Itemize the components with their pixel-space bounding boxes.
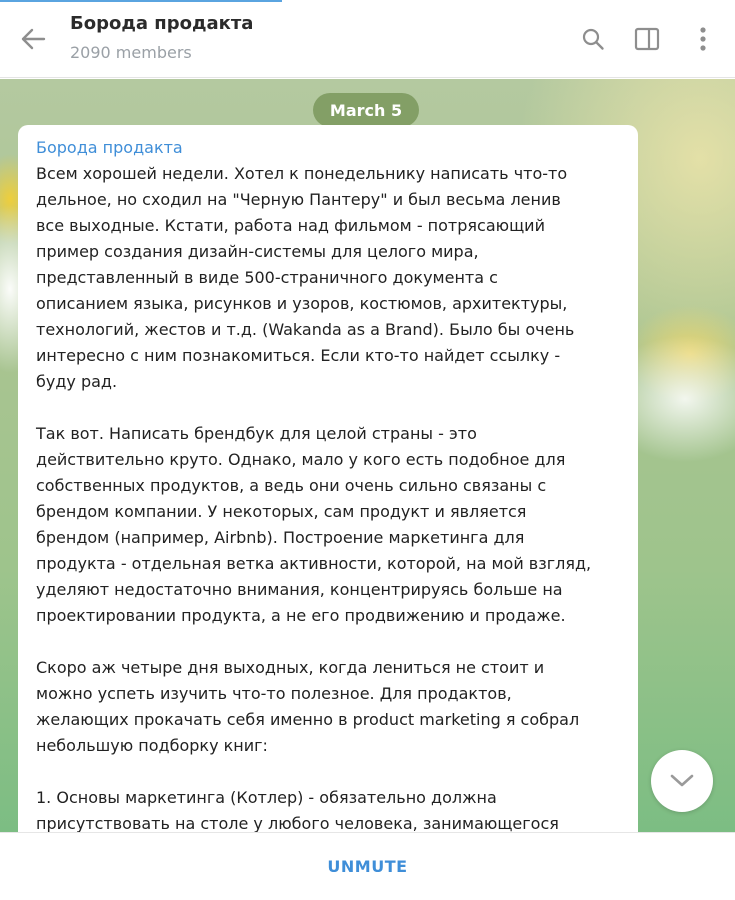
- chat-header: [0, 0, 735, 78]
- sidebar-toggle-icon: [634, 27, 660, 51]
- message-line: действительно круто. Однако, мало у кого есть подобное для: [36, 450, 566, 469]
- paragraph-gap: [36, 629, 624, 655]
- chat-title[interactable]: Борода продакта: [70, 13, 254, 34]
- chat-area[interactable]: [0, 79, 735, 832]
- message-line: продукта - отдельная ветка активности, которой, на мой взгляд,: [36, 554, 592, 573]
- more-vertical-icon: [699, 26, 707, 52]
- message-line: небольшую подборку книг:: [36, 736, 268, 755]
- message-line: пример создания дизайн-системы для целого мира,: [36, 242, 479, 261]
- chevron-down-icon: [669, 773, 695, 789]
- message-line: представленный в виде 500-страничного документа с: [36, 268, 498, 287]
- paragraph-gap: [36, 395, 624, 421]
- more-menu-button[interactable]: [688, 24, 718, 54]
- back-button[interactable]: [16, 22, 50, 56]
- message-line: можно успеть изучить что-то полезное. Для продактов,: [36, 684, 512, 703]
- message-line: брендом компании. У некоторых, сам продукт и является: [36, 502, 527, 521]
- message-line: буду рад.: [36, 372, 118, 391]
- chat-footer: [0, 832, 735, 900]
- search-icon: [581, 27, 605, 51]
- back-arrow-icon: [20, 28, 46, 50]
- message-author[interactable]: Борода продакта: [36, 138, 183, 157]
- search-button[interactable]: [578, 24, 608, 54]
- message-line: 1. Основы маркетинга (Котлер) - обязательно должна: [36, 788, 497, 807]
- message-bubble[interactable]: [18, 125, 638, 832]
- message-line: Всем хорошей недели. Хотел к понедельнику написать что-то: [36, 164, 568, 183]
- paragraph-gap: [36, 759, 624, 785]
- message-line: описанием языка, рисунков и узоров, костюмов, архитектуры,: [36, 294, 568, 313]
- date-separator: March 5: [313, 93, 419, 127]
- message-line: проектировании продукта, а не его продвижению и продаже.: [36, 606, 566, 625]
- message-line: брендом (например, Airbnb). Построение маркетинга для: [36, 528, 525, 547]
- unmute-button[interactable]: UNMUTE: [327, 857, 408, 876]
- message-line: дельное, но сходил на "Черную Пантеру" и был весьма ленив: [36, 190, 561, 209]
- members-count: 2090 members: [70, 43, 192, 62]
- message-line: собственных продуктов, а ведь они очень сильно связаны с: [36, 476, 547, 495]
- message-line: уделяют недостаточно внимания, концентрируясь больше на: [36, 580, 563, 599]
- scroll-to-bottom-button[interactable]: [651, 750, 713, 812]
- loading-progress-bar: [0, 0, 282, 2]
- message-line: технологий, жестов и т.д. (Wakanda as a Brand). Было бы очень: [36, 320, 575, 339]
- sidebar-toggle-button[interactable]: [632, 24, 662, 54]
- message-line: желающих прокачать себя именно в product marketing я собрал: [36, 710, 580, 729]
- message-line: Так вот. Написать брендбук для целой страны - это: [36, 424, 477, 443]
- message-line: интересно с ним познакомиться. Если кто-то найдет ссылку -: [36, 346, 561, 365]
- message-line: все выходные. Кстати, работа над фильмом - потрясающий: [36, 216, 545, 235]
- message-line: Скоро аж четыре дня выходных, когда лениться не стоит и: [36, 658, 545, 677]
- message-text: [36, 161, 624, 832]
- message-line: присутствовать на столе у любого человека, занимающегося: [36, 814, 559, 832]
